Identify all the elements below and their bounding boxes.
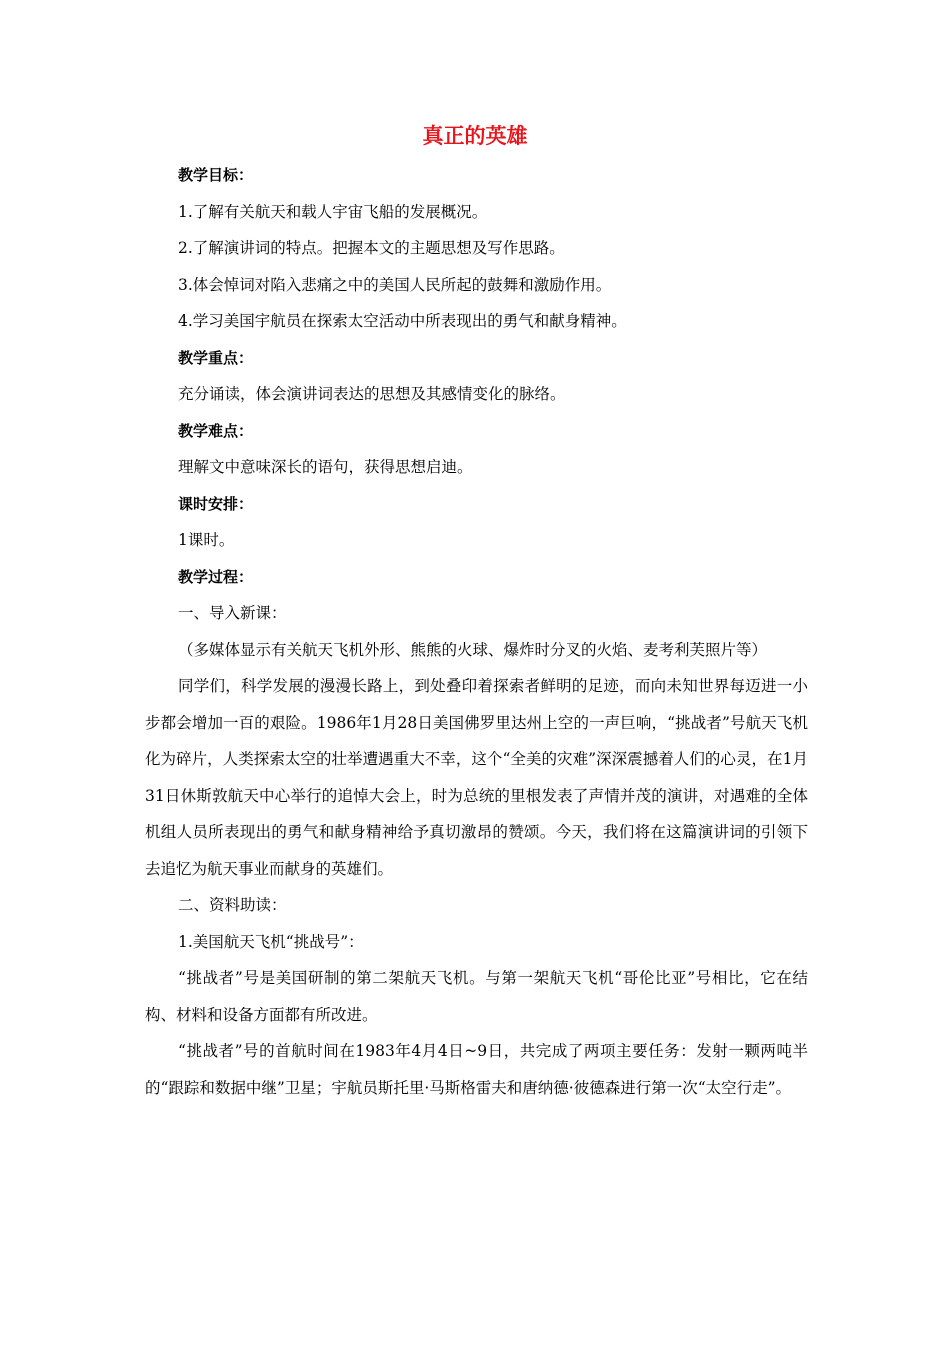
key-points-text: 充分诵读，体会演讲词表达的思想及其感情变化的脉络。	[178, 385, 566, 403]
materials-paragraph: “挑战者”号是美国研制的第二架航天飞机。与第一架航天飞机“哥伦比亚”号相比，它在结构、材料和设备方面都有所改进。	[145, 969, 808, 1024]
objective-item: 2.了解演讲词的特点。把握本文的主题思想及写作思路。	[178, 239, 565, 257]
section-heading-intro: 一、导入新课：	[178, 604, 287, 622]
difficulties-heading: 教学难点：	[178, 421, 254, 440]
materials-paragraph: “挑战者”号的首航时间在1983年4月4日~9日，共完成了两项主要任务：发射一颗两吨半的“跟踪和数据中继”卫星；宇航员斯托里·马斯格雷夫和唐纳德·彼德森进行第一次“太空行走”。	[145, 1042, 808, 1097]
document-body	[145, 157, 808, 1106]
objectives-heading: 教学目标：	[178, 166, 254, 184]
section-heading-materials: 二、资料助读：	[178, 896, 287, 914]
objective-item: 1.了解有关航天和载人宇宙飞船的发展概况。	[178, 202, 488, 221]
process-heading: 教学过程：	[178, 567, 254, 586]
intro-paragraph: 同学们，科学发展的漫漫长路上，到处叠印着探索者鲜明的足迹，而向未知世界每迈进一小步都会增加一百的艰险。1986年1月28日美国佛罗里达州上空的一声巨响，“挑战者”号航天飞机化为碎片，人类探索太空的壮举遭遇重大不幸，这个“全美的灾难”深深震撼着人们的心灵，在1月31日休斯敦航天中心举行的追悼大会上，时为总统的里根发表了声情并茂的演讲，对遇难的全体机组人员所表现出的勇气和献身精神给予真切激昂的赞颂。今天，我们将在这篇演讲词的引领下去追忆为航天事业而献身的英雄们。	[145, 677, 808, 878]
materials-item: 1.美国航天飞机“挑战号”：	[178, 932, 364, 951]
key-points-heading: 教学重点：	[178, 348, 254, 367]
schedule-text: 1课时。	[178, 531, 235, 549]
schedule-heading: 课时安排：	[178, 494, 254, 513]
objective-item: 4.学习美国宇航员在探索太空活动中所表现出的勇气和献身精神。	[178, 312, 627, 330]
difficulties-text: 理解文中意味深长的语句，获得思想启迪。	[178, 458, 473, 476]
document-title: 真正的英雄	[422, 124, 528, 148]
objective-item: 3.体会悼词对陷入悲痛之中的美国人民所起的鼓舞和激励作用。	[178, 275, 612, 294]
multimedia-note: （多媒体显示有关航天飞机外形、熊熊的火球、爆炸时分叉的火焰、麦考利芙照片等）	[178, 640, 768, 659]
